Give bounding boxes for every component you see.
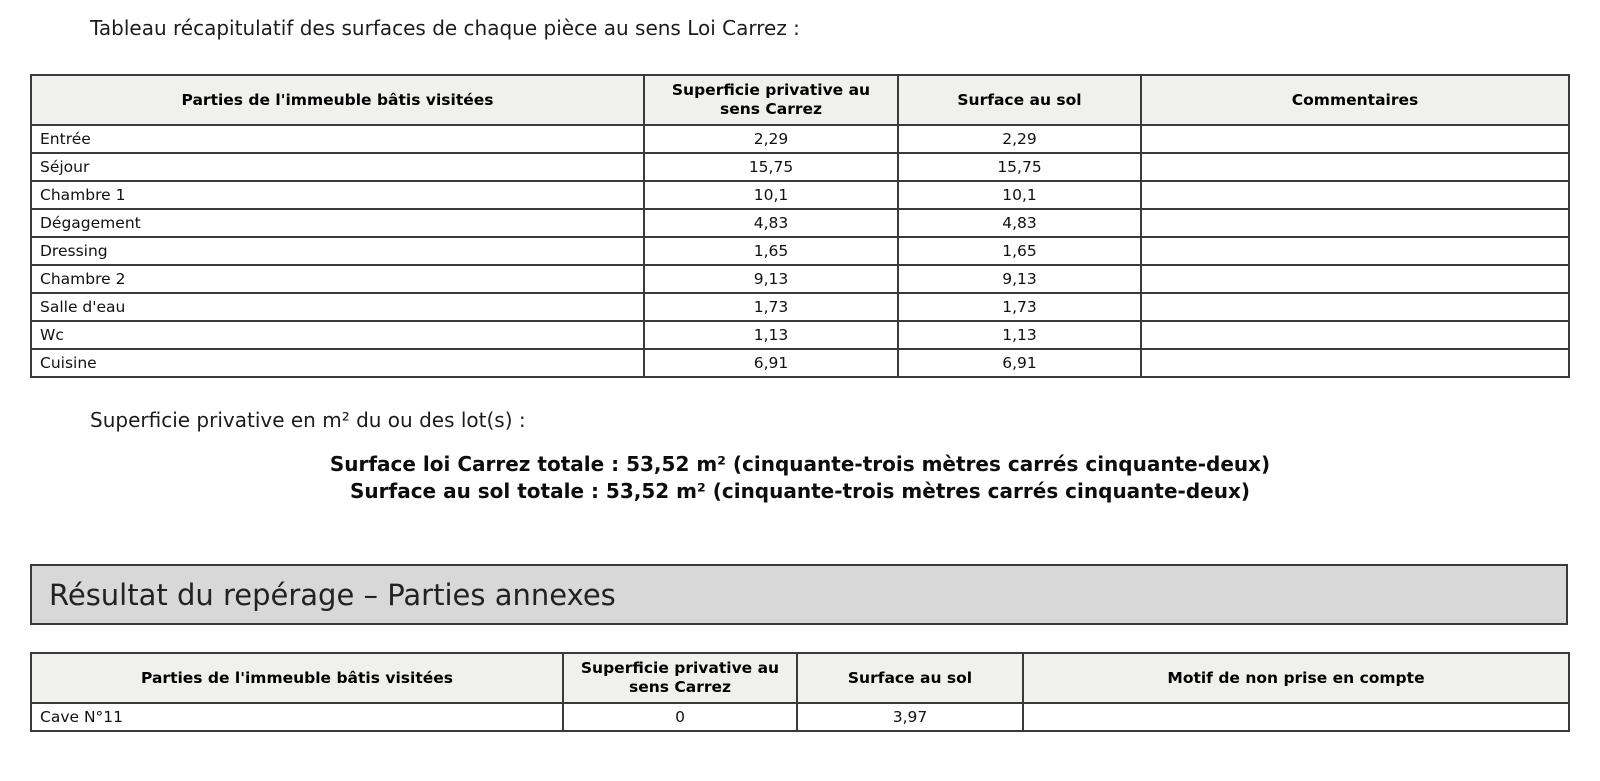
carrez-value-cell: 2,29 — [644, 125, 898, 153]
comment-cell — [1141, 321, 1569, 349]
comment-cell — [1141, 265, 1569, 293]
floor-value-cell: 3,97 — [797, 703, 1023, 731]
page-title: Tableau récapitulatif des surfaces de chaque pièce au sens Loi Carrez : — [90, 16, 800, 40]
room-name-cell: Entrée — [31, 125, 644, 153]
carrez-value-cell: 1,13 — [644, 321, 898, 349]
room-name-cell: Chambre 1 — [31, 181, 644, 209]
room-name-cell: Chambre 2 — [31, 265, 644, 293]
table-row — [31, 181, 1569, 209]
carrez-value-cell: 1,65 — [644, 237, 898, 265]
floor-value-cell: 1,65 — [898, 237, 1141, 265]
motif-cell — [1023, 703, 1569, 731]
total-carrez-line: Surface loi Carrez totale : 53,52 m² (cinquante-trois mètres carrés cinquante-deux) — [329, 452, 1271, 476]
table-header-row — [31, 653, 1569, 703]
room-name-cell: Cuisine — [31, 349, 644, 377]
comment-cell — [1141, 153, 1569, 181]
table-row — [31, 125, 1569, 153]
floor-value-cell: 10,1 — [898, 181, 1141, 209]
carrez-value-cell: 6,91 — [644, 349, 898, 377]
comment-cell — [1141, 237, 1569, 265]
header-parties: Parties de l'immeuble bâtis visitées — [31, 653, 563, 703]
lots-superficie-label: Superficie privative en m² du ou des lot(s) : — [90, 408, 526, 432]
total-floor-line: Surface au sol totale : 53,52 m² (cinquante-trois mètres carrés cinquante-deux) — [349, 479, 1251, 503]
header-surface-sol: Surface au sol — [797, 653, 1023, 703]
table-row — [31, 349, 1569, 377]
carrez-value-cell: 15,75 — [644, 153, 898, 181]
table-row — [31, 237, 1569, 265]
floor-value-cell: 2,29 — [898, 125, 1141, 153]
rooms-surface-table — [30, 74, 1570, 378]
carrez-value-cell: 9,13 — [644, 265, 898, 293]
room-name-cell: Salle d'eau — [31, 293, 644, 321]
table-row — [31, 209, 1569, 237]
carrez-value-cell: 1,73 — [644, 293, 898, 321]
header-motif: Motif de non prise en compte — [1023, 653, 1569, 703]
table-row — [31, 293, 1569, 321]
room-name-cell: Séjour — [31, 153, 644, 181]
floor-value-cell: 6,91 — [898, 349, 1141, 377]
comment-cell — [1141, 209, 1569, 237]
rooms-table-body — [31, 125, 1569, 377]
table-row — [31, 153, 1569, 181]
floor-value-cell: 1,13 — [898, 321, 1141, 349]
header-surface-sol: Surface au sol — [898, 75, 1141, 125]
comment-cell — [1141, 293, 1569, 321]
table-row — [31, 321, 1569, 349]
carrez-value-cell: 10,1 — [644, 181, 898, 209]
totals-block — [0, 451, 1600, 505]
floor-value-cell: 1,73 — [898, 293, 1141, 321]
room-name-cell: Dégagement — [31, 209, 644, 237]
room-name-cell: Cave N°11 — [31, 703, 563, 731]
comment-cell — [1141, 181, 1569, 209]
comment-cell — [1141, 349, 1569, 377]
header-commentaires: Commentaires — [1141, 75, 1569, 125]
header-superficie-carrez: Superficie privative au sens Carrez — [563, 653, 797, 703]
carrez-value-cell: 4,83 — [644, 209, 898, 237]
annex-table-body — [31, 703, 1569, 731]
floor-value-cell: 15,75 — [898, 153, 1141, 181]
header-superficie-carrez: Superficie privative au sens Carrez — [644, 75, 898, 125]
annex-table-header — [31, 653, 1569, 703]
rooms-table-header — [31, 75, 1569, 125]
comment-cell — [1141, 125, 1569, 153]
header-parties: Parties de l'immeuble bâtis visitées — [31, 75, 644, 125]
room-name-cell: Wc — [31, 321, 644, 349]
table-row — [31, 265, 1569, 293]
table-row — [31, 703, 1569, 731]
annex-parts-table — [30, 652, 1570, 732]
room-name-cell: Dressing — [31, 237, 644, 265]
carrez-value-cell: 0 — [563, 703, 797, 731]
floor-value-cell: 9,13 — [898, 265, 1141, 293]
floor-value-cell: 4,83 — [898, 209, 1141, 237]
annex-section-title: Résultat du repérage – Parties annexes — [49, 577, 616, 612]
table-header-row — [31, 75, 1569, 125]
annex-section-header — [30, 564, 1568, 625]
